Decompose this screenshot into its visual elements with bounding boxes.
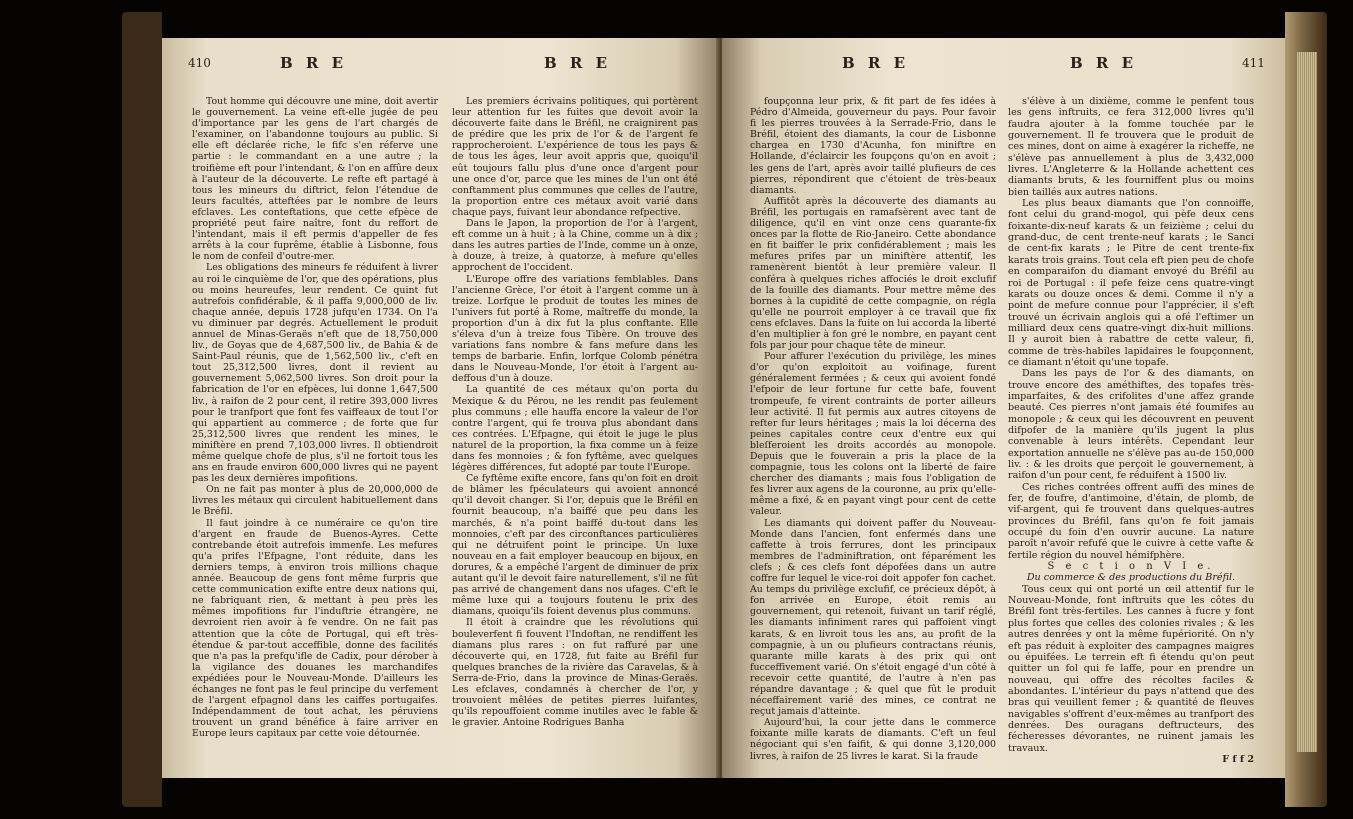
paragraph: Auffitôt après la découverte des diamants au Bréfil, les portugais en ramafsèrent avec tant de diligence, qu'il en vint onze cens quarante-fix onces par la flotte de Rio-Janeiro. Cette abondance en fit baiffer le prix confidérablement ; mais les mefures prifes par un miniftère attentif, les ramenèrent bientôt à leur première valeur. Il conféra à quelques riches affociés le droit exclufif de la fouille des diamants. Pour mettre même des bornes à la cupidité de cette compagnie, on régla qu'elle ne pourroit employer à ce travail que fix cens efclaves. Dans la fuite on lui accorda la liberté d'en multiplier à fon gré le nombre, en payant cent fols par jour pour chaque tête de mineur. [750,195,996,352]
paragraph: Tous ceux qui ont porté un œil attentif fur le Nouveau-Monde, font inftruits que les côtes du Bréfil font très-fertiles. Les cannes à fucre y font plus fortes que celles des colonies rivales ; & les autres denrées y ont la même fupériorité. On n'y eft pas réduit à exploiter des campagnes maigres ou épuifées. Le terrein eft fi étendu qu'on peut quitter un fol qui fe laffe, pour en prendre un nouveau, qui offre des récoltes faciles & abondantes. L'intérieur du pays n'attend que des bras qui veuillent femer ; & quantité de fleuves navigables s'offrent d'eux-mêmes au tranfport des denrées. Des ouragans deftructeurs, des fécheresses dévorantes, ne ruinent jamais les travaux. [1008,583,1254,754]
right-column-2-top [1008,96,1254,561]
right-column-2-bottom [1008,584,1254,754]
right-column-1 [750,96,996,762]
paragraph: Ce fyftême exifte encore, fans qu'on foit en droit de blâmer les fpéculateurs qui avoient annoncé qu'il devoit changer. Si l'or, depuis que le Bréfil en fournit beaucoup, n'a baiffé que peu dans les marchés, & n'a point baiffé du-tout dans les monnoies, c'eft par des circonftances particulières qui ne détruifent point le principe. Un luxe nouveau en a fait employer beaucoup en bijoux, en dorures, & a empêché l'argent de diminuer de prix autant qu'il le devoit faire naturellement, s'il ne fût pas arrivé de changement dans nos ufages. C'eft le même luxe qui a toujours foutenu le prix des diamans, quoiqu'ils foient devenus plus communs. [452,473,698,618]
running-header-left-1: B R E [280,54,348,72]
right-page [722,38,1285,778]
paragraph: La quantité de ces métaux qu'on porta du Mexique & du Pérou, ne les rendit pas feulement plus communs ; elle hauffa encore la valeur de l'or contre l'argent, qui fe trouva plus abondant dans ces contrées. L'Efpagne, qui étoit le juge le plus naturel de la proportion, la fixa comme un à feize dans fes monnoies ; & fon fyftême, avec quelques légères différences, fut adopté par toute l'Europe. [452,384,698,474]
left-column-2 [452,96,698,728]
paragraph: Les diamants qui doivent paffer du Nouveau-Monde dans l'ancien, font enfermés dans une caffette à trois ferrures, dont les principaux membres de l'adminiftration, ont féparément les clefs ; & ces clefs font dépofées dans un autre coffre fur lequel le vice-roi doit appofer fon cachet. Au temps du privilège exclufif, ce précieux dépôt, à fon arrivée en Europe, étoit remis au gouvernement, qui retenoit, fuivant un tarif réglé, les diamants infiniment rares qui paffoient vingt karats, & en livroit tous les ans, au profit de la compagnie, à un ou plufieurs contractans réunis, quarante mille karats à des prix qui ont fucceffivement varié. On s'étoit engagé d'un côté à recevoir cette quantité, de l'autre à n'en pas répandre davantage ; & quel que fût le produit néceffairement varié des mines, ce contrat ne reçut jamais d'atteinte. [750,517,996,718]
paragraph: Tout homme qui découvre une mine, doit avertir le gouvernement. La veine eft-elle jugée de peu d'importance par les gens de l'art chargés de l'examiner, on l'abandonne toujours au public. Si elle eft déclarée riche, le fifc s'en réferve une partie : le commandant en a une autre ; la troifième eft pour l'intendant, & l'on en affûre deux à l'auteur de la découverte. Le refte eft partagé à tous les mineurs du diftrict, felon l'étendue de leurs facultés, atteftées par le nombre de leurs efclaves. Les conteftations, que cette efpèce de propriété peut faire naître, font du reffort de l'intendant, mais il eft permis d'appeller de fes arrêts à la cour fuprême, établie à Lisbonne, fous le nom de confeil d'outre-mer. [192,96,438,263]
paragraph: Les obligations des mineurs fe réduifent à livrer au roi le cinquième de l'or, que des opérations, plus ou moins heureufes, leur rendent. Ce quint fut autrefois confidérable, & il paffa 9,000,000 de liv. chaque année, depuis 1728 jufqu'en 1734. On l'a vu diminuer par degrés. Actuellement le produit annuel de Minas-Geraës n'eft que de 18,750,000 liv., de Goyas que de 4,687,500 liv., de Bahia & de Saint-Paul réunis, que de 1,562,500 liv., c'eft en tout 25,312,500 livres, dont il revient au gouvernement 5,062,500 livres. Son droit pour la fabrication de l'or en efpèces, lui donne 1,647,500 liv., à raifon de 2 pour cent, il retire 393,000 livres pour le tranfport que font fes vaiffeaux de tout l'or qui appartient au commerce ; de forte que fur 25,312,500 livres que rendent les mines, le miniftère en prend 7,103,000 livres. Il obtiendroit même quelque chofe de plus, s'il ne fortoit tous les ans en fraude environ 600,000 livres qui ne payent pas les deux dernières impofitions. [192,262,438,485]
right-cover [1285,12,1327,807]
paragraph: Il faut joindre à ce numéraire ce qu'on tire d'argent en fraude de Buenos-Ayres. Cette contrebande étoit autrefois immenfe. Les mefures qu'a prifes l'Efpagne, l'ont réduite, dans les derniers temps, à environ trois millions chaque année. Beaucoup de gens font même furpris que cette communication exifte entre deux nations qui, ne fabriquant rien, & mettant à peu près les mêmes impofitions fur l'induftrie étrangère, ne devroient rien avoir à fe vendre. On ne fait pas attention que la côte de Portugal, qui eft très-étendue & par-tout acceffible, donne des facilités que n'a pas la prefqu'ifle de Cadix, pour dérober à la vigilance des douanes les marchandifes expédiées pour le Nouveau-Monde. D'ailleurs les échanges ne font pas le feul principe du verfement de l'argent efpagnol dans les caiffes portugaifes. Indépendamment de tout achat, les péruviens trouvent un grand bénéfice à faire arriver en Europe leurs capitaux par cette voie détournée. [192,517,438,740]
section-title: S e c t i o n V I e. [1047,561,1215,573]
running-header-right-2: B R E [1070,54,1138,72]
paragraph: L'Europe offre des variations femblables. Dans l'ancienne Grèce, l'or étoit à l'argent comme un à treize. Lorfque le produit de toutes les mines de l'univers fut porté à Rome, maîtreffe du monde, la proportion d'un à dix fut la plus conftante. Elle s'éleva d'un à treize fous Tibère. On trouve des variations fans nombre & fans mefure dans les temps de barbarie. Enfin, lorfque Colomb pénétra dans le Nouveau-Monde, l'or étoit à l'argent au-deffous d'un à douze. [452,273,698,385]
signature-mark: F f f 2 [1222,753,1254,765]
paragraph: On ne fait pas monter à plus de 20,000,000 de livres les métaux qui circulent habituellement dans le Bréfil. [192,484,438,518]
paragraph: Aujourd'hui, la cour jette dans le commerce foixante mille karats de diamants. C'eft un feul négociant qui s'en faifit, & qui donne 3,120,000 livres, à raifon de 25 livres le karat. Si la fraude [750,717,996,762]
paragraph: Dans les pays de l'or & des diamants, on trouve encore des améthiftes, des topafes très-imparfaites, & des crifolites d'une affez grande beauté. Ces pierres n'ont jamais été foumifes au monopole ; & ceux qui les découvrent en peuvent difpofer de la manière qu'ils jugent la plus convenable à leurs intérêts. Cependant leur exportation annuelle ne s'élève pas au-de 150,000 liv. : & les droits que perçoit le gouvernement, à raifon d'un pour cent, fe réduifent à 1500 liv. [1008,368,1254,482]
open-book [122,12,1327,807]
paragraph: Il étoit à craindre que les révolutions qui bouleverfent fi fouvent l'Indoftan, ne rendiffent les diamans plus rares : on fut raffuré par une découverte qui, en 1728, fut faite au Bréfil fur quelques branches de la rivière das Caravelas, & à Serra-de-Frio, dans la province de Minas-Geraës. Les efclaves, condamnés à chercher de l'or, y trouvoient mêlées de petites pierres luifantes, qu'ils repouffoient comme inutiles avec le fable & le gravier. Antoine Rodrigues Banha [452,617,698,729]
paragraph: Les plus beaux diamants que l'on connoiffe, font celui du grand-mogol, qui pèfe deux cens foixante-dix-neuf karats & un feizième ; celui du grand-duc, de cent trente-neuf karats ; le Sanci de cent-fix karats ; le Pitre de cent trente-fix karats trois grains. Tout cela eft pien peu de chofe en comparaifon du diamant envoyé du Bréfil au roi de Portugal : il pefe feize cens quatre-vingt karats ou douze onces & demi. Comme il n'y a point de mefure connue pour l'apprécier, il s'eft trouvé un écrivain anglois qui a ofé l'eftimer un milliard deux cens quatre-vingt dix-huit millions. Il y auroit bien à rabattre de cette valeur, fi, comme de très-habiles lapidaires le foupçonnent, ce diamant n'étoit qu'une topafe. [1008,198,1254,368]
paragraph: Pour affurer l'exécution du privilège, les mines d'or qu'on exploitoit au voifinage, furent généralement fermées ; & ceux qui avoient fondé l'efpoir de leur fortune fur cette bafe, fouvent trompeufe, fe virent contraints de porter ailleurs leur activité. Il fut permis aux autres citoyens de refter fur leurs héritages ; mais la loi décerna des peines capitales contre ceux d'entre eux qui bleſferoient les droits accordés au monopole. Depuis que le fouverain a pris la place de la compagnie, tous les colons ont la liberté de faire chercher des diamants ; mais fous l'obligation de fes livrer aux agens de la couronne, au prix qu'elle-même a fixé, & en payant vingt pour cent de cette valeur. [750,351,996,518]
left-column-1 [192,96,438,739]
left-cover [122,12,162,807]
paragraph: Ces riches contrées offrent auffi des mines de fer, de foufre, d'antimoine, d'étain, de plomb, de vif-argent, qui fe trouvent dans quelques-autres provinces du Bréfil, fans qu'on fe foit jamais occupé du foin d'en ouvrir aucune. La nature paroît n'avoir refufé que le cuivre à cette vafte & fertile région du nouvel hémifphère. [1008,481,1254,561]
paragraph: s'élève à un dixième, comme le penfent tous les gens inftruits, ce fera 312,000 livres qu'il faudra ajouter à la fomme touchée par le gouvernement. Il fe trouvera que le produit de ces mines, dont on aime à exagérer la richeffe, ne s'élève pas annuellement à plus de 3,432,000 livres. L'Angleterre & la Hollande achettent ces diamants bruts, & les fourniffent plus ou moins bien taillés aux autres nations. [1008,96,1254,198]
left-page [162,38,720,778]
running-header-right-1: B R E [842,54,910,72]
paragraph: foupçonna leur prix, & fit part de fes idées à Pédro d'Almeida, gouverneur du pays. Pour favoir fi les pierres trouvées à la Serrade-Frio, dans le Bréfil, étoient des diamants, la cour de Lisbonne chargea en 1730 d'Acunha, fon miniftre en Hollande, d'éclaircir les foupçons qu'on en avoit ; les gens de l'art, après avoir taillé plufieurs de ces pierres, répondirent que c'étoient de très-beaux diamants. [750,96,996,196]
page-number-left: 410 [188,56,211,70]
page-edges [1297,52,1317,752]
paragraph: Les premiers écrivains politiques, qui portèrent leur attention fur les fuites que devoit avoir la découverte faite dans le Bréfil, ne craignirent pas de prédire que les prix de l'or & de l'argent fe rapprocheroient. L'expérience de tous les pays & de tous les âges, leur avoit appris que, quoiqu'il eût toujours fallu plus d'une once d'argent pour une once d'or, parce que les mines de l'un ont été conftamment plus communes que celles de l'autre, la proportion entre ces métaux avoit varié dans chaque pays, fuivant leur abondance refpective. [452,96,698,218]
running-header-left-2: B R E [544,54,612,72]
page-number-right: 411 [1242,56,1265,70]
section-subtitle: Du commerce & des productions du Bréfil. [1026,572,1236,584]
right-column-2 [1008,96,1254,765]
paragraph: Dans le Japon, la proportion de l'or à l'argent, eft comme un à huit ; à la Chine, comme un à dix ; dans les autres parties de l'Inde, comme un à onze, à douze, à treize, à quatorze, à mefure qu'elles approchent de l'occident. [452,218,698,274]
